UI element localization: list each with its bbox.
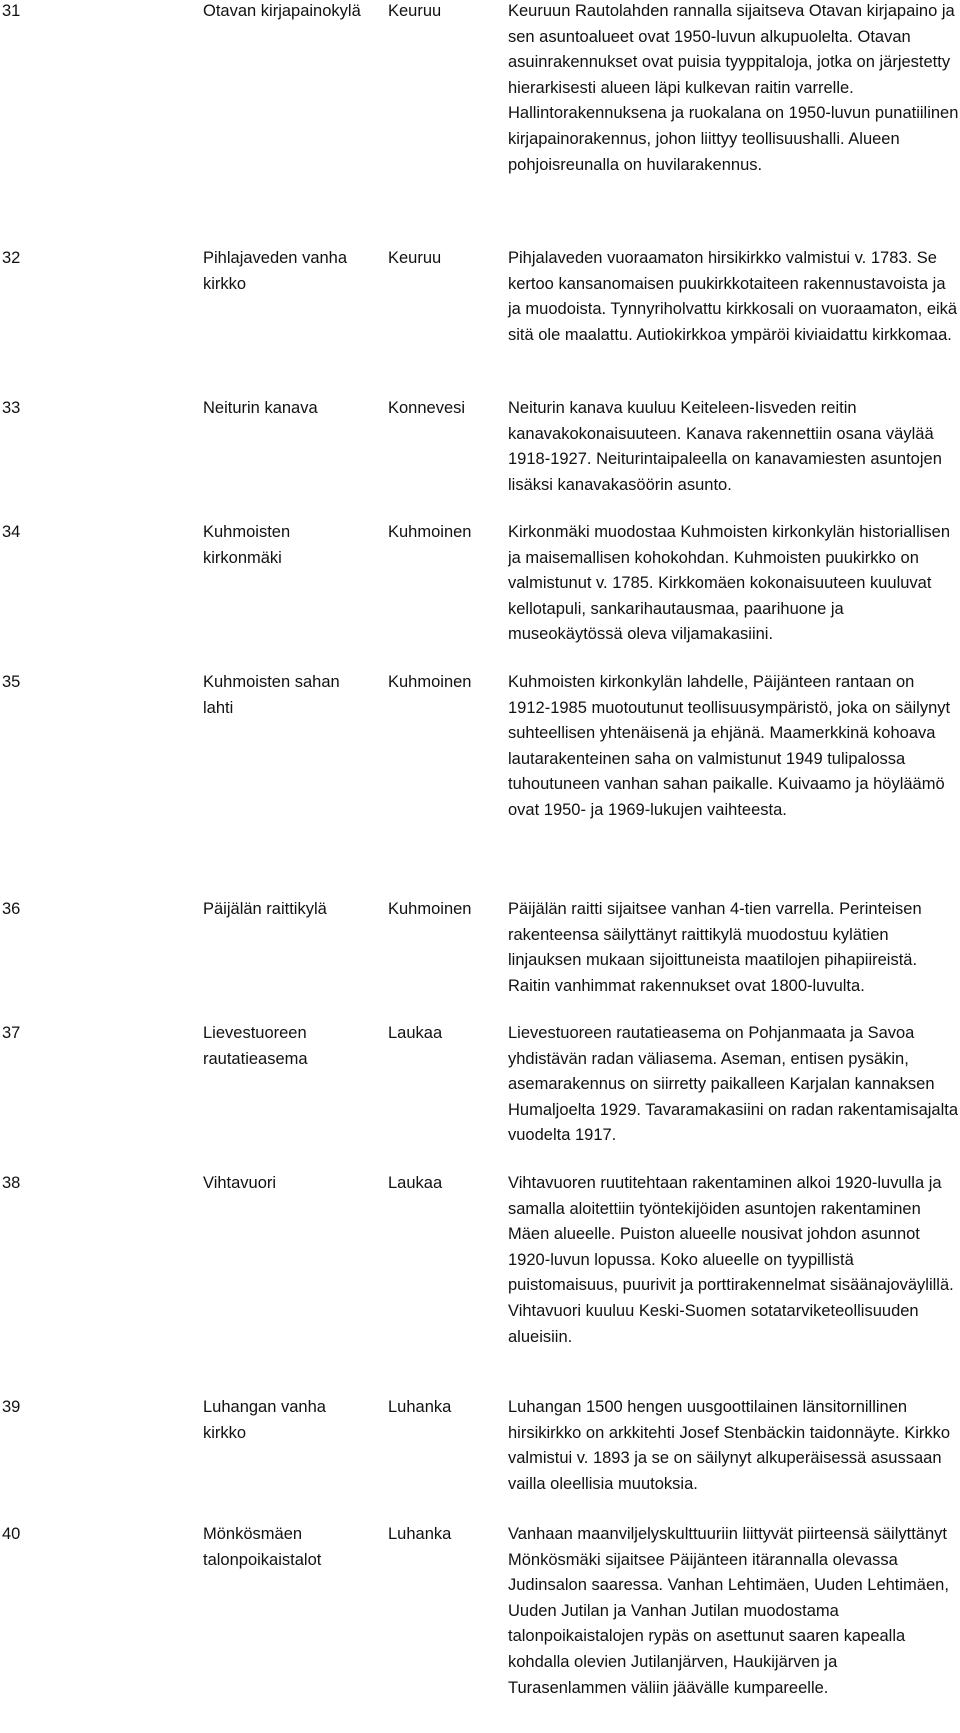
site-description: Päijälän raitti sijaitsee vanhan 4-tien varrella. Perinteisen rakenteensa säilyttänyt raittikylä muodostuu kylätien linjauksen mukaan sijoittuneista maatilojen pihapiireistä. Raitin vanhimmat rakennukset ovat 1800-luvulta.: [508, 900, 922, 995]
site-description: Lievestuoreen rautatieasema on Pohjanmaata ja Savoa yhdistävän radan väliasema. Aseman, entisen pysäkin, asemarakennus on siirretty paikalleen Karjalan kannaksen Humaljoelta 1929. Tavaramakasiini on radan rakentamisajalta vuodelta 1917.: [508, 1024, 959, 1145]
site-description: Vihtavuoren ruutitehtaan rakentaminen alkoi 1920-luvulla ja samalla aloitettiin työntekijöiden asuntojen rakentaminen Mäen alueelle. Puiston alueelle nousivat johdon asunnot 1920-luvun lopussa. Koko alueelle on tyypillistä puistomaisuus, puurivit ja porttirakennelmat sisäänajoväylillä. Vihtavuori kuuluu Keski-Suomen sotatarviketeollisuuden alueisiin.: [508, 1174, 954, 1346]
site-description: Vanhaan maanviljelyskulttuuriin liittyvät piirteensä säilyttänyt Mönkösmäki sijaitsee Päijänteen itärannalla olevassa Judinsalon saaressa. Vanhan Lehtimäen, Uuden Lehtimäen, Uuden Jutilan ja Vanhan Jutilan muodostama talonpoikaistalojen rypäs on asettunut saaren kapealla kohdalla olevien Jutilanjärven, Haukijärven ja Turasenlammen väliin jäävälle kumpareelle.: [508, 1525, 949, 1697]
municipality: Laukaa: [388, 1024, 443, 1042]
site-name: Pihlajaveden vanha kirkko: [203, 249, 348, 293]
site-name: Kuhmoisten sahan lahti: [203, 673, 340, 717]
row-number: 31: [2, 2, 21, 20]
municipality: Luhanka: [388, 1525, 452, 1543]
site-description: Luhangan 1500 hengen uusgoottilainen länsitornillinen hirsikirkko on arkkitehti Josef Stenbäckin taidonnäyte. Kirkko valmistui v. 1893 ja se on säilynyt alkuperäisessä asussaan vailla oleellisia muutoksia.: [508, 1398, 951, 1493]
municipality: Kuhmoinen: [388, 900, 472, 918]
site-name: Mönkösmäen talonpoikaistalot: [203, 1525, 322, 1569]
row-number: 35: [2, 673, 21, 691]
municipality: Konnevesi: [388, 399, 466, 417]
row-number: 40: [2, 1525, 21, 1543]
row-number: 32: [2, 249, 21, 267]
municipality: Keuruu: [388, 2, 442, 20]
site-name: Vihtavuori: [203, 1174, 277, 1192]
site-name: Otavan kirjapainokylä: [203, 2, 361, 20]
row-number: 34: [2, 523, 21, 541]
site-name: Kuhmoisten kirkonmäki: [203, 523, 291, 567]
row-number: 38: [2, 1174, 21, 1192]
site-description: Kirkonmäki muodostaa Kuhmoisten kirkonkylän historiallisen ja maisemallisen kohokohdan. Kuhmoisten puukirkko on valmistunut v. 1785. Kirkkomäen kokonaisuuteen kuuluvat kellotapuli, sankarihautausmaa, paarihuone ja museokäytössä oleva viljamakasiini.: [508, 523, 951, 644]
site-name: Neiturin kanava: [203, 399, 318, 417]
municipality: Keuruu: [388, 249, 442, 267]
row-number: 39: [2, 1398, 21, 1416]
site-name: Luhangan vanha kirkko: [203, 1398, 326, 1442]
municipality: Luhanka: [388, 1398, 452, 1416]
row-number: 36: [2, 900, 21, 918]
site-description: Keuruun Rautolahden rannalla sijaitseva Otavan kirjapaino ja sen asuntoalueet ovat 1950-luvun alkupuolelta. Otavan asuinrakennukset ovat puisia tyyppitaloja, jotka on järjestetty hierarkisesti alueen läpi kulkevan raitin varrelle. Hallintorakennuksena ja ruokalana on 1950-luvun punatiilinen kirjapainorakennus, johon liittyy teollisuushalli. Alueen pohjoisreunalla on huvilarakennus.: [508, 2, 959, 174]
site-description: Pihjalaveden vuoraamaton hirsikirkko valmistui v. 1783. Se kertoo kansanomaisen puukirkkotaiteen rakennustavoista ja ja muodoista. Tynnyriholvattu kirkkosali on vuoraamaton, eikä sitä ole maalattu. Autiokirkkoa ympäröi kiviaidattu kirkkomaa.: [508, 249, 958, 344]
site-name: Päijälän raittikylä: [203, 900, 327, 918]
site-name: Lievestuoreen rautatieasema: [203, 1024, 308, 1068]
site-description: Kuhmoisten kirkonkylän lahdelle, Päijänteen rantaan on 1912-1985 muotoutunut teollisuusympäristö, joka on säilynyt suhteellisen yhtenäisenä ja ehjänä. Maamerkkinä kohoava lautarakenteinen saha on valmistunut 1949 tulipalossa tuhoutuneen vanhan sahan paikalle. Kuivaamo ja höyläämö ovat 1950- ja 1969-lukujen vaihteesta.: [508, 673, 951, 819]
site-description: Neiturin kanava kuuluu Keiteleen-Iisveden reitin kanavakokonaisuuteen. Kanava rakennettiin osana väylää 1918-1927. Neiturintaipaleella on kanavamiesten asuntojen lisäksi kanavakasöörin asunto.: [508, 399, 942, 494]
municipality: Laukaa: [388, 1174, 443, 1192]
municipality: Kuhmoinen: [388, 673, 472, 691]
municipality: Kuhmoinen: [388, 523, 472, 541]
row-number: 37: [2, 1024, 21, 1042]
row-number: 33: [2, 399, 21, 417]
